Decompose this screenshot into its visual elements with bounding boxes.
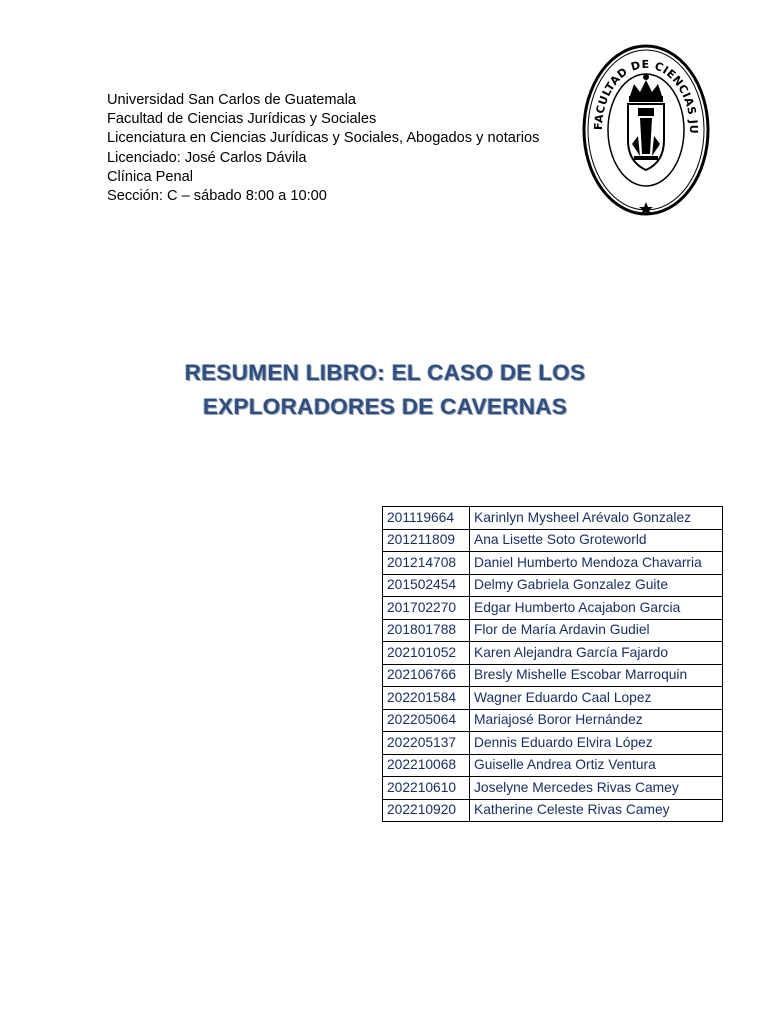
student-id: 202106766 xyxy=(383,664,470,687)
faculty-name: Facultad de Ciencias Jurídicas y Sociales xyxy=(107,111,377,128)
title-line-2: EXPLORADORES DE CAVERNAS xyxy=(202,394,568,419)
seal-text: FACULTAD DE CIENCIAS JU xyxy=(591,57,701,135)
student-id: 202101052 xyxy=(383,642,470,665)
student-name: Mariajosé Boror Hernández xyxy=(470,709,723,732)
university-name: Universidad San Carlos de Guatemala xyxy=(107,92,357,108)
students-table-body xyxy=(383,507,723,822)
student-id: 202210920 xyxy=(383,799,470,822)
student-name: Karinlyn Mysheel Arévalo Gonzalez xyxy=(470,507,723,530)
document-title xyxy=(100,356,670,424)
student-name: Wagner Eduardo Caal Lopez xyxy=(470,687,723,710)
student-name: Daniel Humberto Mendoza Chavarria xyxy=(470,552,723,575)
table-row xyxy=(383,777,723,800)
table-row xyxy=(383,552,723,575)
student-name: Flor de María Ardavin Gudiel xyxy=(470,619,723,642)
degree-name: Licenciatura en Ciencias Jurídicas y Sociales, Abogados y notarios xyxy=(107,130,540,147)
student-id: 202205064 xyxy=(383,709,470,732)
student-id: 201502454 xyxy=(383,574,470,597)
table-row xyxy=(383,732,723,755)
student-name: Edgar Humberto Acajabon Garcia xyxy=(470,597,723,620)
student-id: 201119664 xyxy=(383,507,470,530)
shield-icon xyxy=(628,104,664,170)
student-name: Katherine Celeste Rivas Camey xyxy=(470,799,723,822)
section-schedule: Sección: C – sábado 8:00 a 10:00 xyxy=(107,188,327,205)
student-id: 201702270 xyxy=(383,597,470,620)
table-row xyxy=(383,529,723,552)
table-row xyxy=(383,574,723,597)
table-row xyxy=(383,507,723,530)
table-row xyxy=(383,687,723,710)
student-id: 202201584 xyxy=(383,687,470,710)
university-header xyxy=(107,91,539,206)
student-name: Delmy Gabriela Gonzalez Guite xyxy=(470,574,723,597)
student-id: 202210068 xyxy=(383,754,470,777)
student-name: Dennis Eduardo Elvira López xyxy=(470,732,723,755)
table-row xyxy=(383,664,723,687)
faculty-seal-logo xyxy=(582,44,710,216)
student-name: Ana Lisette Soto Groteworld xyxy=(470,529,723,552)
title-line-1: RESUMEN LIBRO: EL CASO DE LOS xyxy=(184,360,586,385)
table-row xyxy=(383,799,723,822)
table-row xyxy=(383,597,723,620)
student-id: 202210610 xyxy=(383,777,470,800)
student-name: Karen Alejandra García Fajardo xyxy=(470,642,723,665)
course-name: Clínica Penal xyxy=(107,168,193,185)
table-row xyxy=(383,754,723,777)
student-id: 201214708 xyxy=(383,552,470,575)
instructor-name: Licenciado: José Carlos Dávila xyxy=(107,149,307,166)
student-id: 202205137 xyxy=(383,732,470,755)
student-id: 201211809 xyxy=(383,529,470,552)
table-row xyxy=(383,709,723,732)
students-table xyxy=(382,506,723,822)
student-name: Joselyne Mercedes Rivas Camey xyxy=(470,777,723,800)
table-row xyxy=(383,619,723,642)
student-name: Bresly Mishelle Escobar Marroquin xyxy=(470,664,723,687)
student-name: Guiselle Andrea Ortiz Ventura xyxy=(470,754,723,777)
table-row xyxy=(383,642,723,665)
student-id: 201801788 xyxy=(383,619,470,642)
